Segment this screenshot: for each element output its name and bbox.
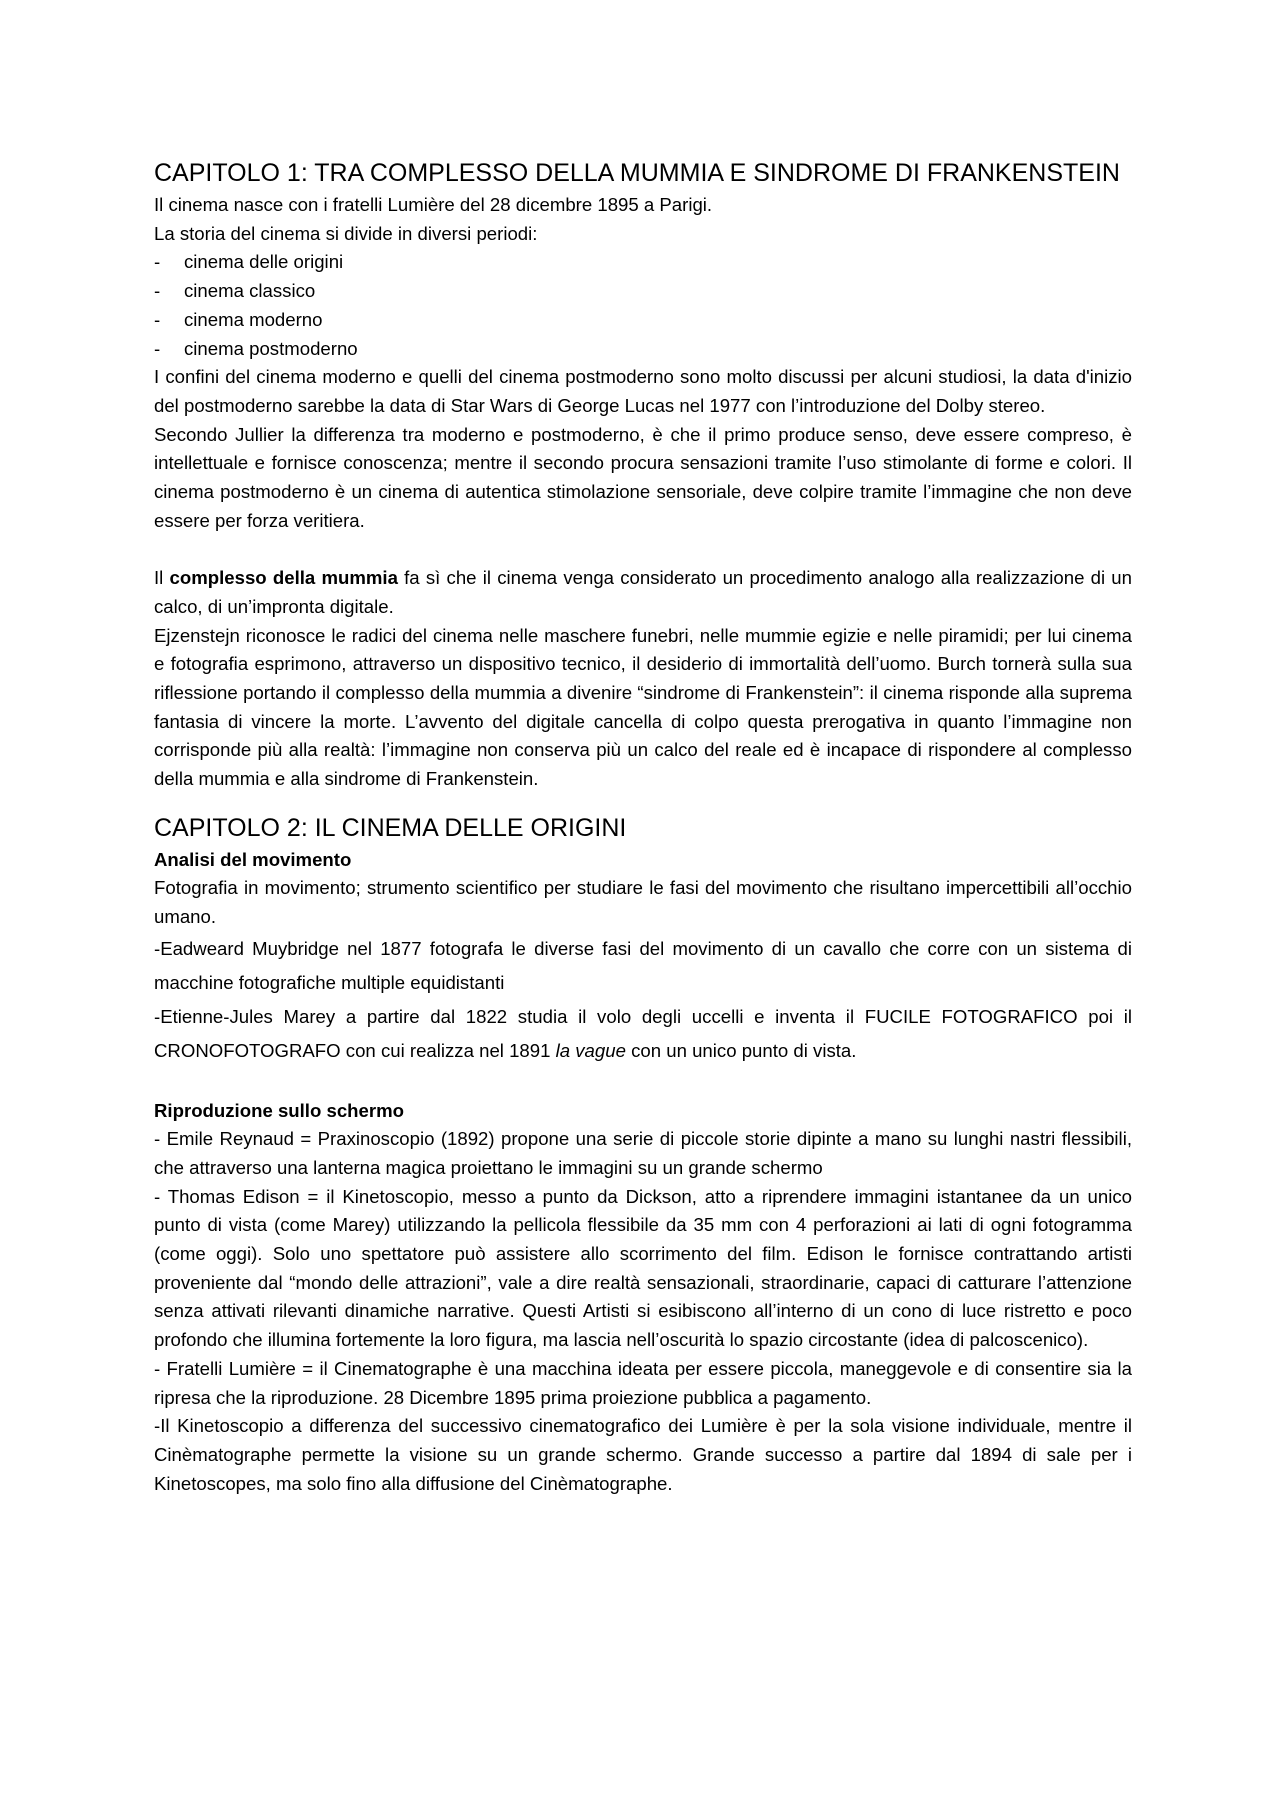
ch1-paragraph-5: Il complesso della mummia fa sì che il cinema venga considerato un procedimento analogo alla realizzazione di un calco, di un’impronta digitale. [154,567,1132,617]
ch1-paragraph-4: Secondo Jullier la differenza tra moderno e postmoderno, è che il primo produce senso, deve essere compreso, è intellettuale e fornisce conoscenza; mentre il secondo procura sensazioni tramite l’uso stimolante di forme e colori. Il cinema postmoderno è un cinema di autentica stimolazione sensoriale, deve colpire tramite l’immagine che non deve essere per forza veritiera. [154,423,1132,531]
ch1-paragraph-1: Il cinema nasce con i fratelli Lumière del 28 dicembre 1895 a Parigi. [154,194,713,215]
chapter-2-title: CAPITOLO 2: IL CINEMA DELLE ORIGINI [154,813,627,842]
ch2-edison: - Thomas Edison = il Kinetoscopio, messo a punto da Dickson, atto a riprendere immagini istantanee da un unico punto di vista (come Marey) utilizzando la pellicola flessibile da 35 mm con 4 perforazioni ai lati di ogni fotogramma (come oggi). Solo uno spettatore può assistere allo scorrimento del film. Edison le fornisce contrattando artisti proveniente dal “mondo delle attrazioni”, vale a dire realtà sensazionali, straordinarie, capaci di catturare l’attenzione senza attivati rilevanti dinamiche narrative. Questi Artisti si esibiscono all’interno di un cono di luce ristretto e poco profondo che illumina fortemente la loro figura, ma lascia nell’oscurità lo spazio circostante (idea di palcoscenico). [154,1185,1132,1351]
ch1-paragraph-2: La storia del cinema si divide in diversi periodi: [154,222,538,244]
ch2-paragraph-2: -Eadweard Muybridge nel 1877 fotografa le diverse fasi del movimento di un cavallo che corre con un sistema di macchine fotografiche multiple equidistanti [154,937,1132,993]
italic-title: la vague [555,1039,626,1061]
ch2-paragraph-3: -Etienne-Jules Marey a partire dal 1822 studia il volo degli uccelli e inventa il FUCILE FOTOGRAFICO poi il CRONOFOTOGRAFO con cui realizza nel 1891 la vague con un unico punto di vista. [154,1005,1132,1061]
list-item: - cinema delle origini [154,251,344,273]
section-heading-riproduzione: Riproduzione sullo schermo [154,1099,405,1121]
list-item: - cinema moderno [154,308,323,330]
ch1-paragraph-6: Ejzenstejn riconosce le radici del cinema nelle maschere funebri, nelle mummie egizie e nelle piramidi; per lui cinema e fotografia esprimono, attraverso un dispositivo tecnico, il desiderio di immortalità dell’uomo. Burch tornerà sulla sua riflessione portando il complesso della mummia a divenire “sindrome di Frankenstein”: il cinema risponde alla suprema fantasia di vincere la morte. L’avvento del digitale cancella di colpo questa prerogativa in quanto l’immagine non corrisponde più alla realtà: l’immagine non conserva più un calco del reale ed è incapace di rispondere al complesso della mummia e alla sindrome di Frankenstein. [154,624,1132,790]
list-item: - cinema classico [154,280,316,302]
ch1-paragraph-3: I confini del cinema moderno e quelli del cinema postmoderno sono molto discussi per alcuni studiosi, la data d'inizio del postmoderno sarebbe la data di Star Wars di George Lucas nel 1977 con l’introduzione del Dolby stereo. [154,366,1132,416]
bold-term: complesso della mummia [169,567,398,589]
ch2-reynaud: - Emile Reynaud = Praxinoscopio (1892) propone una serie di piccole storie dipinte a mano su lunghi nastri flessibili, che attraverso una lanterna magica proiettano le immagini su un grande schermo [154,1128,1132,1178]
ch2-paragraph-1: Fotografia in movimento; strumento scientifico per studiare le fasi del movimento che risultano impercettibili all’occhio umano. [154,877,1132,928]
list-item: - cinema postmoderno [154,337,358,359]
section-heading-movimento: Analisi del movimento [154,848,352,870]
chapter-1-title: CAPITOLO 1: TRA COMPLESSO DELLA MUMMIA E SINDROME DI FRANKENSTEIN [154,159,1120,187]
ch2-lumiere: - Fratelli Lumière = il Cinematographe è una macchina ideata per essere piccola, maneggevole e di consentire sia la ripresa che la riproduzione. 28 Dicembre 1895 prima proiezione pubblica a pagamento. [154,1357,1132,1408]
document-page [154,155,1132,1498]
ch2-kinetoscopio: -Il Kinetoscopio a differenza del successivo cinematografico dei Lumière è per la sola visione individuale, mentre il Cinèmatographe permette la visione su un grande schermo. Grande successo a partire dal 1894 di sale per i Kinetoscopes, ma solo fino alla diffusione del Cinèmatographe. [154,1415,1132,1494]
